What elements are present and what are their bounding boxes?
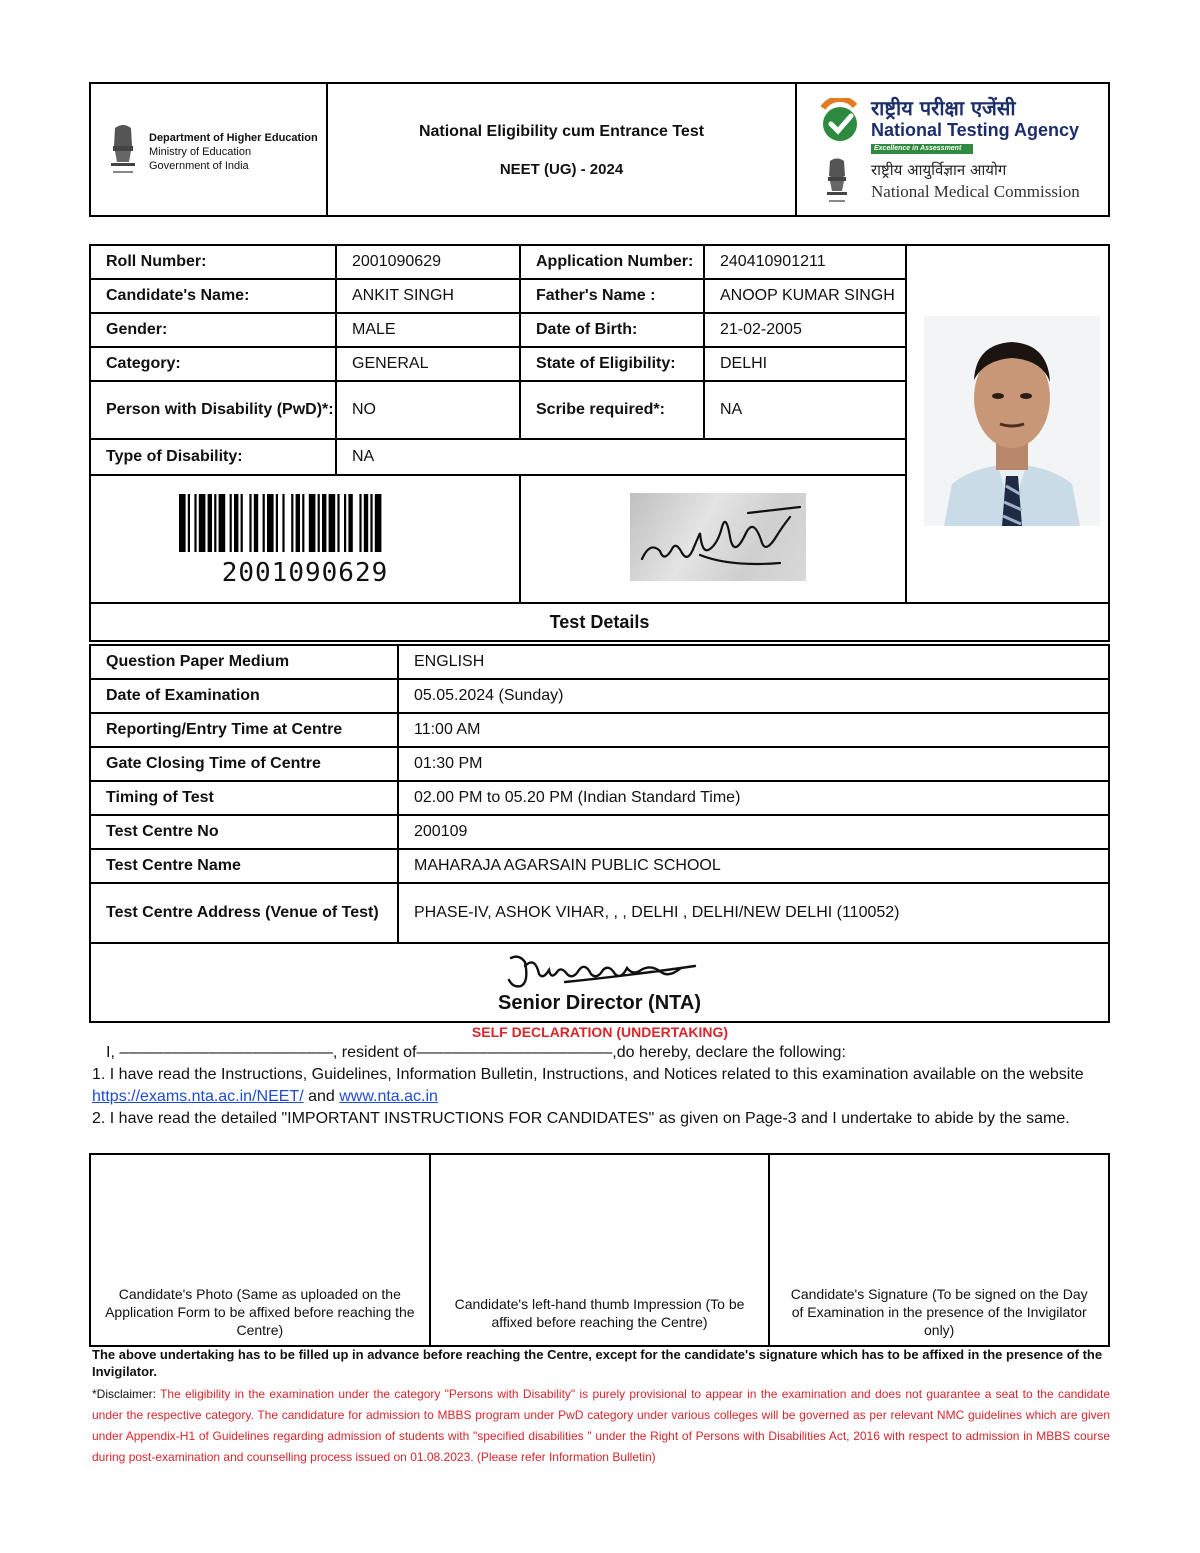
handwritten-signature-icon: [630, 493, 806, 581]
detail-value: ENGLISH: [414, 653, 485, 670]
ministry-text: [149, 131, 318, 173]
detail-label: Test Centre Address (Venue of Test): [91, 884, 399, 942]
table-row: [91, 714, 1108, 748]
nmc-emblem-icon: [823, 156, 851, 206]
exam-title: National Eligibility cum Entrance Test: [418, 123, 705, 140]
disclaimer-label: *Disclaimer:: [92, 1387, 161, 1401]
point1-text: 1. I have read the Instructions, Guidelines, Information Bulletin, Instructions, and Notices related to this examination available on the website: [92, 1066, 1084, 1083]
detail-label: Timing of Test: [91, 782, 399, 814]
table-row: [91, 884, 1108, 942]
application-number-value: 240410901211: [705, 246, 907, 280]
candidate-name-label: Candidate's Name:: [91, 280, 337, 314]
declaration-line: I, ––––––––––––––––––––––––, resident of––––––––––––––––––––––,do hereby, declare the following:: [106, 1044, 846, 1061]
ministry-block: [91, 84, 326, 215]
detail-label: Reporting/Entry Time at Centre: [91, 714, 399, 746]
nmc-english-name: National Medical Commission: [871, 182, 1080, 201]
father-name-value: ANOOP KUMAR SINGH: [705, 280, 907, 314]
admit-card-header: [89, 82, 1110, 217]
test-details-table: [89, 644, 1110, 944]
candidate-details-table: [89, 244, 1110, 604]
nta-checkmark-logo-icon: [817, 98, 863, 144]
state-value: DELHI: [705, 348, 907, 382]
pwd-value: NO: [337, 382, 521, 440]
detail-label: Date of Examination: [91, 680, 399, 712]
detail-value: 05.05.2024 (Sunday): [414, 687, 564, 704]
detail-value: 02.00 PM to 05.20 PM (Indian Standard Time): [414, 789, 741, 806]
candidate-photo-cell: [907, 246, 1110, 602]
photo-box: [91, 1155, 429, 1345]
dob-value: 21-02-2005: [705, 314, 907, 348]
barcode-number: 2001090629: [221, 558, 389, 588]
candidate-name-value: ANKIT SINGH: [337, 280, 521, 314]
neet-website-link[interactable]: https://exams.nta.ac.in/NEET/: [92, 1088, 304, 1105]
pwd-label: Person with Disability (PwD)*:: [91, 382, 337, 440]
detail-value: PHASE-IV, ASHOK VIHAR, , , DELHI , DELHI/NEW DELHI (110052): [414, 904, 900, 921]
detail-value: 01:30 PM: [414, 755, 483, 772]
undertaking-note: The above undertaking has to be filled up in advance before reaching the Centre, except for the candidate's signature which has to be affixed in the presence of the Invigilator.: [92, 1347, 1103, 1379]
category-label: Category:: [91, 348, 337, 382]
table-row: [91, 782, 1108, 816]
detail-value: 200109: [414, 823, 468, 840]
scribe-label: Scribe required*:: [521, 382, 705, 440]
detail-label: Question Paper Medium: [91, 646, 399, 678]
self-declaration-text: [92, 1042, 1112, 1130]
roll-number-label: Roll Number:: [91, 246, 337, 280]
candidate-signature-image: [630, 493, 806, 581]
person-photo-icon: [924, 316, 1100, 526]
declaration-point-2: 2. I have read the detailed "IMPORTANT INSTRUCTIONS FOR CANDIDATES" as given on Page-3 and I undertake to abide by the same.: [92, 1110, 1070, 1127]
nta-hindi-name: राष्ट्रीय परीक्षा एजेंसी: [871, 96, 1016, 120]
application-number-label: Application Number:: [521, 246, 705, 280]
and-text: and: [303, 1088, 340, 1105]
roll-number-value: 2001090629: [337, 246, 521, 280]
self-declaration-title: SELF DECLARATION (UNDERTAKING): [471, 1024, 729, 1040]
candidate-signature-cell: [521, 476, 907, 602]
thumb-impression-box: [429, 1155, 769, 1345]
disability-type-value: NA: [337, 440, 907, 476]
signature-box-caption: Candidate's Signature (To be signed on the Day of Examination in the presence of the Invigilator only): [790, 1286, 1088, 1338]
table-row: [91, 646, 1108, 680]
gender-label: Gender:: [91, 314, 337, 348]
undertaking-boxes: [89, 1153, 1110, 1347]
signature-box: [768, 1155, 1108, 1345]
nta-english-name: National Testing Agency: [871, 120, 1080, 140]
barcode-icon: [179, 494, 443, 552]
declaration-point-1: [92, 1064, 1112, 1108]
exam-subtitle: NEET (UG) - 2024: [499, 161, 624, 178]
director-signature-icon: [505, 952, 705, 990]
thumb-box-caption: Candidate's left-hand thumb Impression (To be affixed before reaching the Centre): [454, 1296, 745, 1330]
agency-logos: [795, 84, 1108, 215]
photo-box-caption: Candidate's Photo (Same as uploaded on the Application Form to be affixed before reaching the Centre): [105, 1286, 415, 1338]
disclaimer-text: The eligibility in the examination under the category "Persons with Disability" is purely provisional to appear in the examination and does not guarantee a seat to the candidate under the respective category. The candidature for admission to MBBS program under PwD category under various colleges will be governed as per relevant NMC guidelines which are given under Appendix-H1 of Guidelines regarding admission of students with "specified disabilities " under the Right of Persons with Disabilities Act, 2016 with respect to admission in MBBS course during post-examination and counselling process issued on 01.08.2023. (Please refer Information Bulletin): [92, 1387, 1110, 1464]
dept-name: Department of Higher Education: [149, 132, 318, 144]
exam-title-block: [326, 84, 795, 215]
barcode-cell: [91, 476, 521, 602]
nta-website-link[interactable]: www.nta.ac.in: [339, 1088, 438, 1105]
national-emblem-icon: [105, 122, 141, 178]
table-row: [91, 680, 1108, 714]
father-name-label: Father's Name :: [521, 280, 705, 314]
table-row: [91, 850, 1108, 884]
detail-value: 11:00 AM: [414, 721, 481, 738]
nta-tagline: Excellence in Assessment: [871, 144, 973, 154]
scribe-value: NA: [705, 382, 907, 440]
disability-type-label: Type of Disability:: [91, 440, 337, 476]
ministry-name: Ministry of Education: [149, 146, 252, 158]
detail-value: MAHARAJA AGARSAIN PUBLIC SCHOOL: [414, 857, 721, 874]
nmc-hindi-name: राष्ट्रीय आयुर्विज्ञान आयोग: [871, 161, 1007, 179]
candidate-photo: [924, 316, 1100, 526]
director-title: Senior Director (NTA): [498, 992, 701, 1014]
director-signature-block: [89, 942, 1110, 1023]
detail-label: Gate Closing Time of Centre: [91, 748, 399, 780]
dob-label: Date of Birth:: [521, 314, 705, 348]
category-value: GENERAL: [337, 348, 521, 382]
state-label: State of Eligibility:: [521, 348, 705, 382]
table-row: [91, 816, 1108, 850]
detail-label: Test Centre No: [91, 816, 399, 848]
table-row: [91, 748, 1108, 782]
government-name: Government of India: [149, 160, 249, 172]
detail-label: Test Centre Name: [91, 850, 399, 882]
disclaimer: [92, 1384, 1110, 1468]
test-details-heading: Test Details: [89, 604, 1110, 642]
gender-value: MALE: [337, 314, 521, 348]
